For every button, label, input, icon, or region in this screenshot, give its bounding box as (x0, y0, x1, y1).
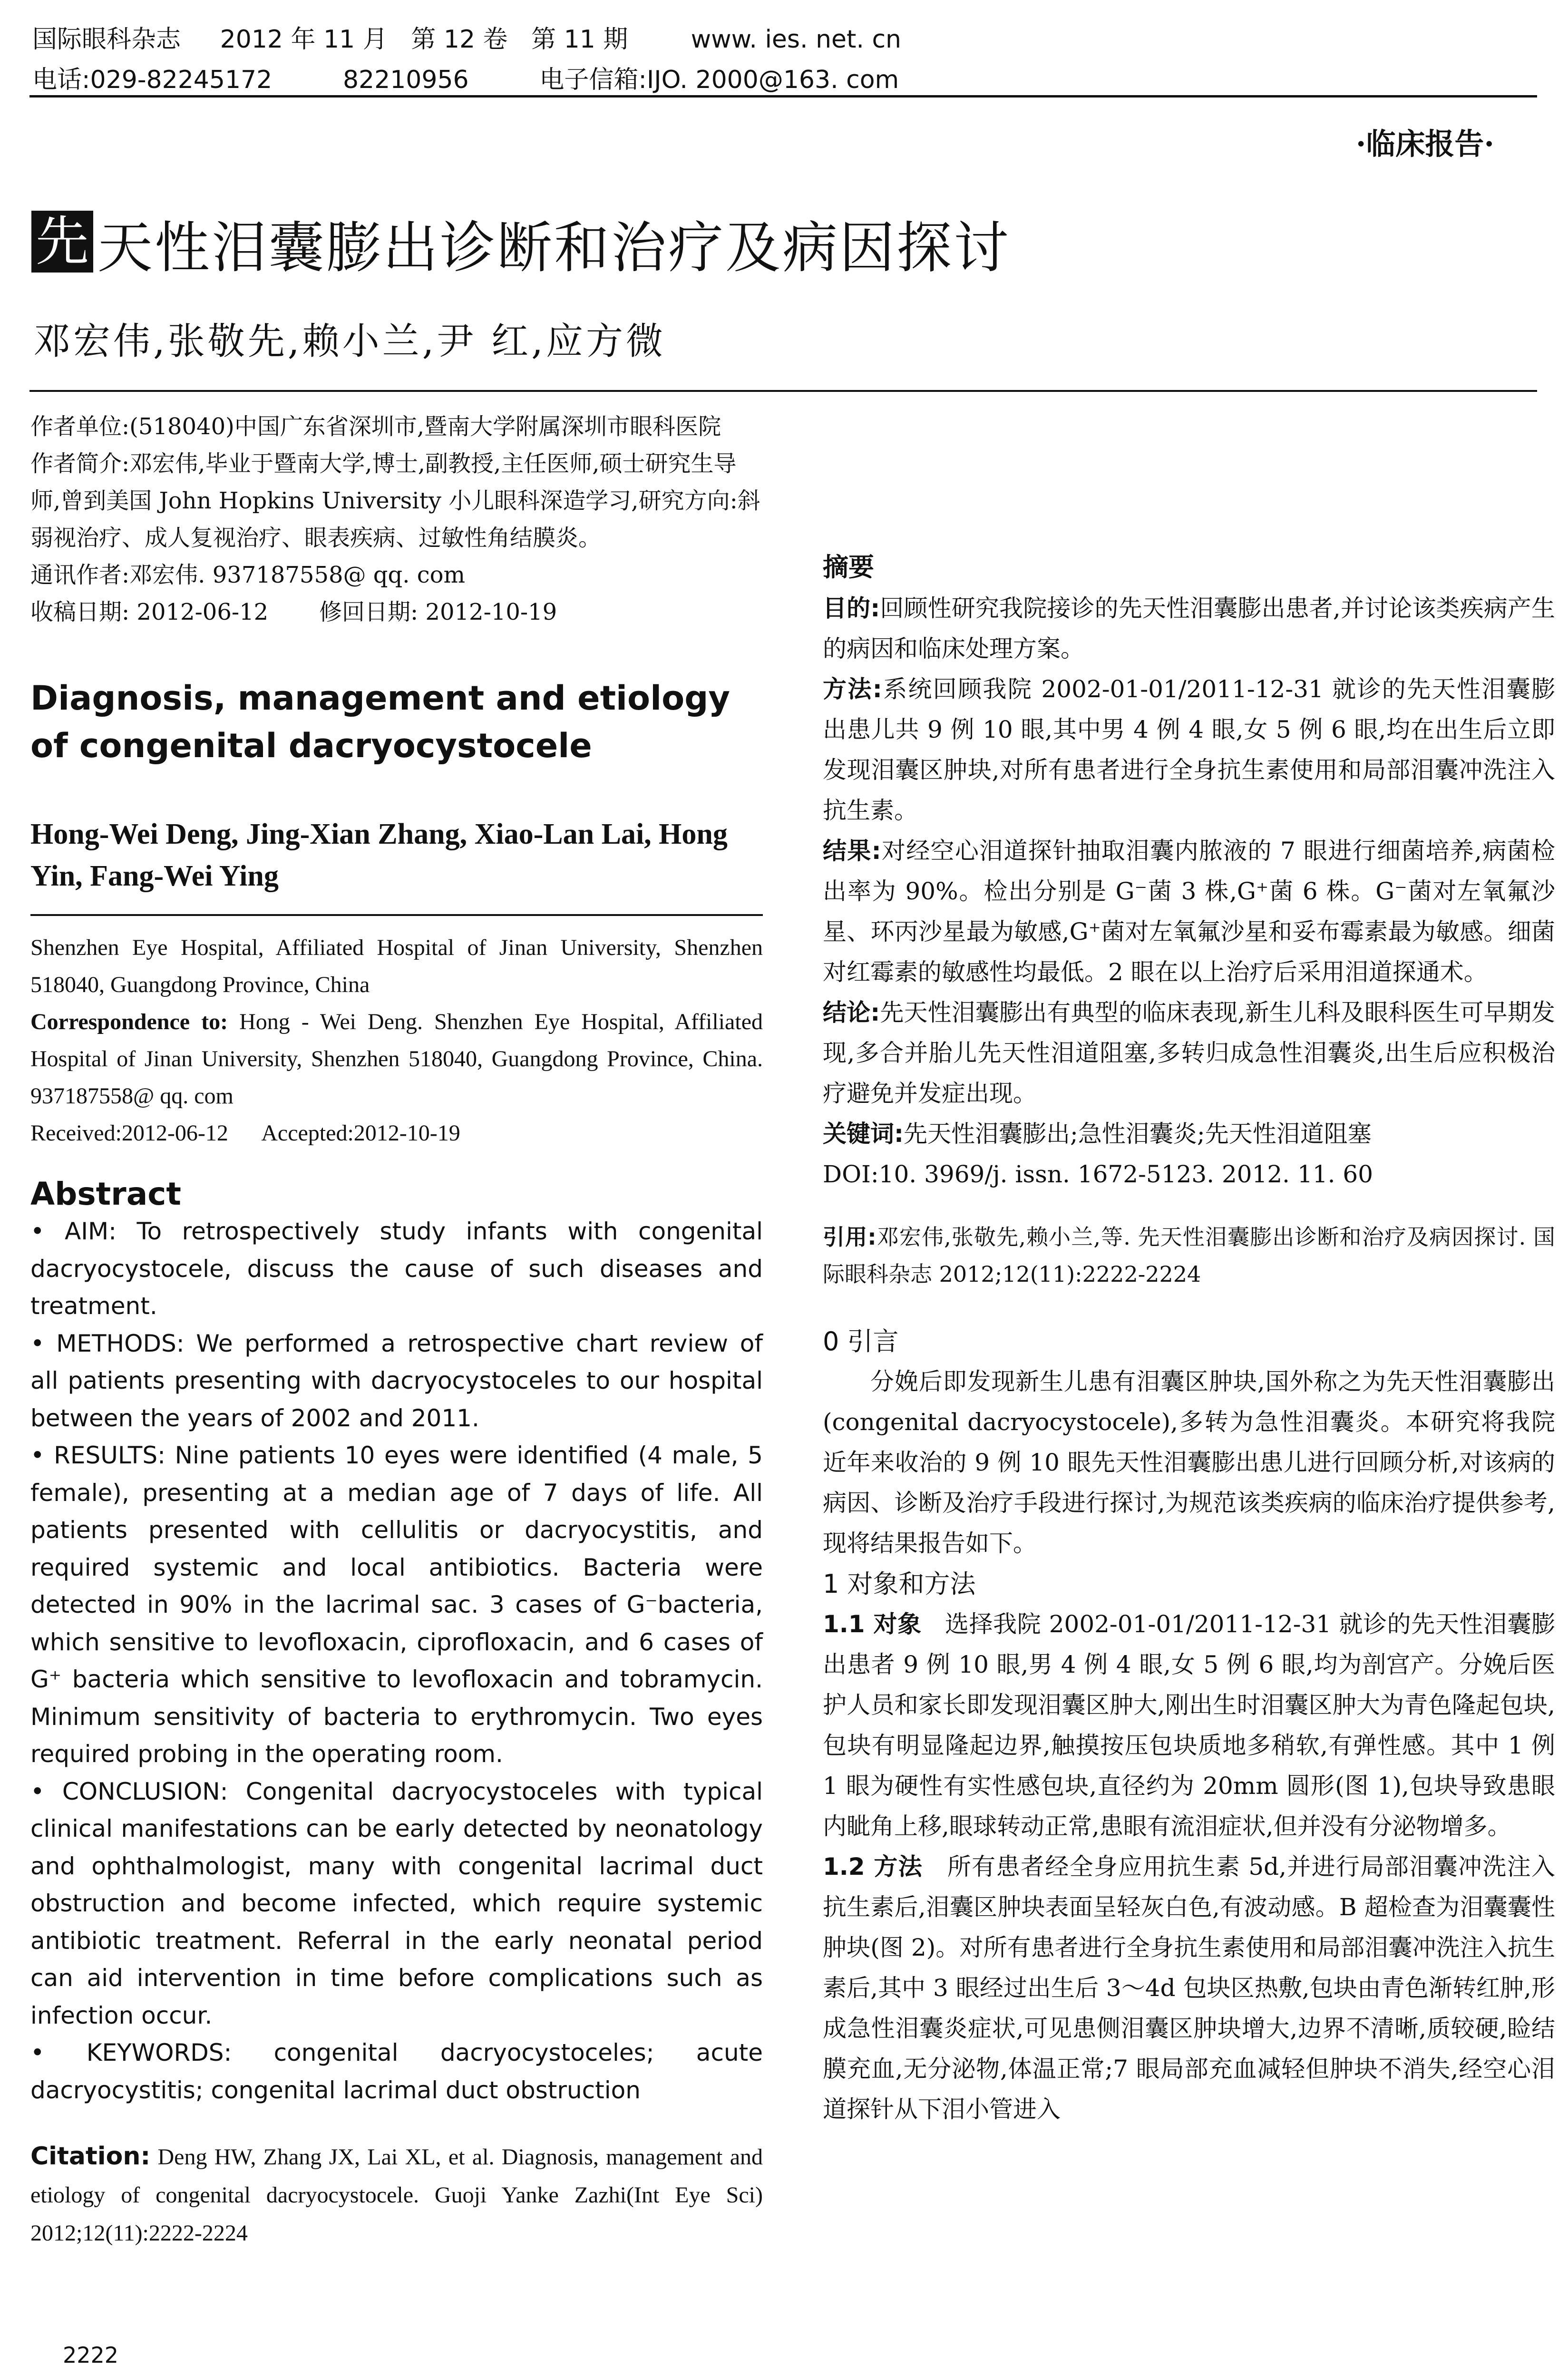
cn-cite-text: 邓宏伟,张敬先,赖小兰,等. 先天性泪囊膨出诊断和治疗及病因探讨. 国际眼科杂志 2012;12(11):2222-2224 (823, 1224, 1555, 1287)
s11-label: 1.1 对象 (823, 1610, 922, 1638)
cn-abstract-keywords (823, 1114, 1555, 1154)
correspondence-label: Correspondence to: (30, 1009, 228, 1034)
title-rule (29, 390, 1537, 392)
cn-methods-label: 方法: (823, 675, 882, 703)
right-column (823, 547, 1555, 2130)
abstract-conclusion: • CONCLUSION: Congenital dacryocystoceles with typical clinical manifestations can be early detected by neonatology and ophthalmologist, many with congenital lacrimal duct obstruction and become infected, which require systemic antibiotic treatment. Referral in the early neonatal period can aid intervention in time before complications such as infection occur. (30, 1777, 763, 2029)
title-first-char: 先 (31, 211, 93, 273)
abstract-methods: • METHODS: We performed a retrospective chart review of all patients presenting with dacryocystoceles to our hospital between the years of 2002 and 2011. (30, 1329, 763, 1432)
cn-conclusion-text: 先天性泪囊膨出有典型的临床表现,新生儿科及眼科医生可早期发现,多合并胎儿先天性泪道阻塞,多转归成急性泪囊炎,出生后应积极治疗避免并发症出现。 (823, 999, 1555, 1107)
cn-abstract-methods (823, 669, 1555, 831)
cn-abstract-heading: 摘要 (823, 552, 874, 582)
citation-text: Deng HW, Zhang JX, Lai XL, et al. Diagnosis, management and etiology of congenital dacryocystocele. Guoji Yanke Zazhi(Int Eye Sci) 2012;12(11):2222-2224 (30, 2144, 763, 2246)
author-info (30, 408, 763, 631)
cn-results-text: 对经空心泪道探针抽取泪囊内脓液的 7 眼进行细菌培养,病菌检出率为 90%。检出分别是 G⁻菌 3 株,G⁺菌 6 株。G⁻菌对左氧氟沙星、环丙沙星最为敏感,G⁺菌对左氧氟沙星和妥布霉素最为敏感。细菌对红霉素的敏感性均最低。2 眼在以上治疗后采用泪道探通术。 (823, 837, 1555, 986)
author-unit: 作者单位:(518040)中国广东省深圳市,暨南大学附属深圳市眼科医院 (30, 413, 721, 440)
cn-abstract-conclusion (823, 993, 1555, 1114)
abstract-results: • RESULTS: Nine patients 10 eyes were identified (4 male, 5 female), presenting at a median age of 7 days of life. All patients presented with cellulitis or dacryocystitis, and required systemic and local antibiotics. Bacteria were detected in 90% in the lacrimal sac. 3 cases of G⁻bacteria, which sensitive to levofloxacin, ciprofloxacin, and 6 cases of G⁺ bacteria which sensitive to levofloxacin and tobramycin. Minimum sensitivity of bacteria to erythromycin. Two eyes required probing in the operating room. (30, 1442, 763, 1768)
cn-cite-label: 引用: (823, 1224, 877, 1250)
cn-methods-text: 系统回顾我院 2002-01-01/2011-12-31 就诊的先天性泪囊膨出患儿共 9 例 10 眼,其中男 4 例 4 眼,女 5 例 6 眼,均在出生后立即发现泪囊区肿块,对所有患者进行全身抗生素使用和局部泪囊冲洗注入抗生素。 (823, 675, 1555, 824)
cn-abstract-aim (823, 588, 1555, 669)
section-1-1 (823, 1604, 1555, 1847)
english-authors: Hong-Wei Deng, Jing-Xian Zhang, Xiao-Lan Lai, Hong Yin, Fang-Wei Ying (30, 818, 728, 892)
s11-text: 选择我院 2002-01-01/2011-12-31 就诊的先天性泪囊膨出患者 9 例 10 眼,男 4 例 4 眼,女 5 例 6 眼,均为剖宫产。分娩后医护人员和家长即发现泪囊区肿大,刚出生时泪囊区肿大为青色隆起包块,包块有明显隆起边界,触摸按压包块质地多稍软,有弹性感。其中 1 例 1 眼为硬性有实性感包块,直径约为 20mm 圆形(图 1),包块导致患眼内眦角上移,眼球转动正常,患眼有流泪症状,但并没有分泌物增多。 (823, 1610, 1555, 1840)
cn-keywords-label: 关键词: (823, 1120, 904, 1148)
received-dates-cn: 收稿日期: 2012-06-12 修回日期: 2012-10-19 (30, 599, 557, 625)
journal-header-line2: 电话:029-82245172 82210956 电子信箱:IJO. 2000@163. com (32, 66, 899, 94)
author-bio: 作者简介:邓宏伟,毕业于暨南大学,博士,副教授,主任医师,硕士研究生导师,曾到美国 John Hopkins University 小儿眼科深造学习,研究方向:斜弱视治疗、成人复视治疗、眼表疾病、过敏性角结膜炎。 (30, 450, 760, 551)
cn-doi: DOI:10. 3969/j. issn. 1672-5123. 2012. 11. 60 (823, 1160, 1373, 1188)
section1-heading: 1 对象和方法 (823, 1569, 976, 1599)
english-authors-rule (30, 897, 763, 916)
cn-citation (823, 1218, 1555, 1293)
cn-keywords-text: 先天性泪囊膨出;急性泪囊炎;先天性泪道阻塞 (904, 1120, 1372, 1148)
s12-text: 所有患者经全身应用抗生素 5d,并进行局部泪囊冲洗注入抗生素后,泪囊区肿块表面呈轻灰白色,有波动感。B 超检查为泪囊囊性肿块(图 2)。对所有患者进行全身抗生素使用和局部泪囊冲洗注入抗生素后,其中 3 眼经过出生后 3～4d 包块区热敷,包块由青色渐转红肿,形成急性泪囊炎症状,可见患侧泪囊区肿块增大,边界不清晰,质较硬,睑结膜充血,无分泌物,体温正常;7 眼局部充血减轻但肿块不消失,经空心泪道探针从下泪小管进入 (823, 1853, 1556, 2123)
english-correspondence (30, 1003, 763, 1115)
page-number: 2222 (63, 2342, 119, 2368)
abstract-aim: • AIM: To retrospectively study infants with congenital dacryocystocele, discuss the cause of such diseases and treatment. (30, 1218, 763, 1320)
section-tag: ·临床报告· (1355, 127, 1494, 161)
journal-header-line1: 国际眼科杂志 2012 年 11 月 第 12 卷 第 11 期 www. ies. net. cn (32, 25, 902, 54)
citation-label: Citation: (30, 2142, 151, 2171)
section-1-2 (823, 1847, 1555, 2130)
cn-conclusion-label: 结论: (823, 999, 880, 1026)
abstract-keywords: • KEYWORDS: congenital dacryocystoceles; acute dacryocystitis; congenital lacrimal duct obstruction (30, 2039, 763, 2104)
cn-aim-text: 回顾性研究我院接诊的先天性泪囊膨出患者,并讨论该类疾病产生的病因和临床处理方案。 (823, 594, 1555, 662)
authors-cn: 邓宏伟,张敬先,赖小兰,尹 红,应方微 (33, 320, 666, 363)
correspondence-text: Hong - Wei Deng. Shenzhen Eye Hospital, Affiliated Hospital of Jinan University, Shenzhen 518040, Guangdong Province, China. 937187558@ qq. com (30, 1009, 763, 1109)
article-title: 天性泪囊膨出诊断和治疗及病因探讨 (97, 216, 1011, 280)
intro-heading: 0 引言 (823, 1326, 899, 1356)
abstract-heading: Abstract (30, 1176, 181, 1212)
left-column (30, 408, 763, 2252)
corresponding-author: 通讯作者:邓宏伟. 937187558@ qq. com (30, 562, 466, 588)
english-affiliation: Shenzhen Eye Hospital, Affiliated Hospital of Jinan University, Shenzhen 518040, Guangdong Province, China (30, 935, 763, 997)
english-title: Diagnosis, management and etiology of congenital dacryocystocele (30, 679, 730, 765)
header-rule (29, 95, 1537, 97)
english-received: Received:2012-06-12 Accepted:2012-10-19 (30, 1120, 460, 1146)
intro-paragraph: 分娩后即发现新生儿患有泪囊区肿块,国外称之为先天性泪囊膨出(congenital dacryocystocele),多转为急性泪囊炎。本研究将我院近年来收治的 9 例 10 眼先天性泪囊膨出患儿进行回顾分析,对该病的病因、诊断及治疗手段进行探讨,为规范该类疾病的临床治疗提供参考,现将结果报告如下。 (823, 1368, 1555, 1557)
cn-results-label: 结果: (823, 837, 881, 865)
cn-aim-label: 目的: (823, 594, 880, 622)
cn-abstract-results (823, 831, 1555, 993)
english-citation (30, 2137, 763, 2252)
s12-label: 1.2 方法 (823, 1853, 923, 1880)
